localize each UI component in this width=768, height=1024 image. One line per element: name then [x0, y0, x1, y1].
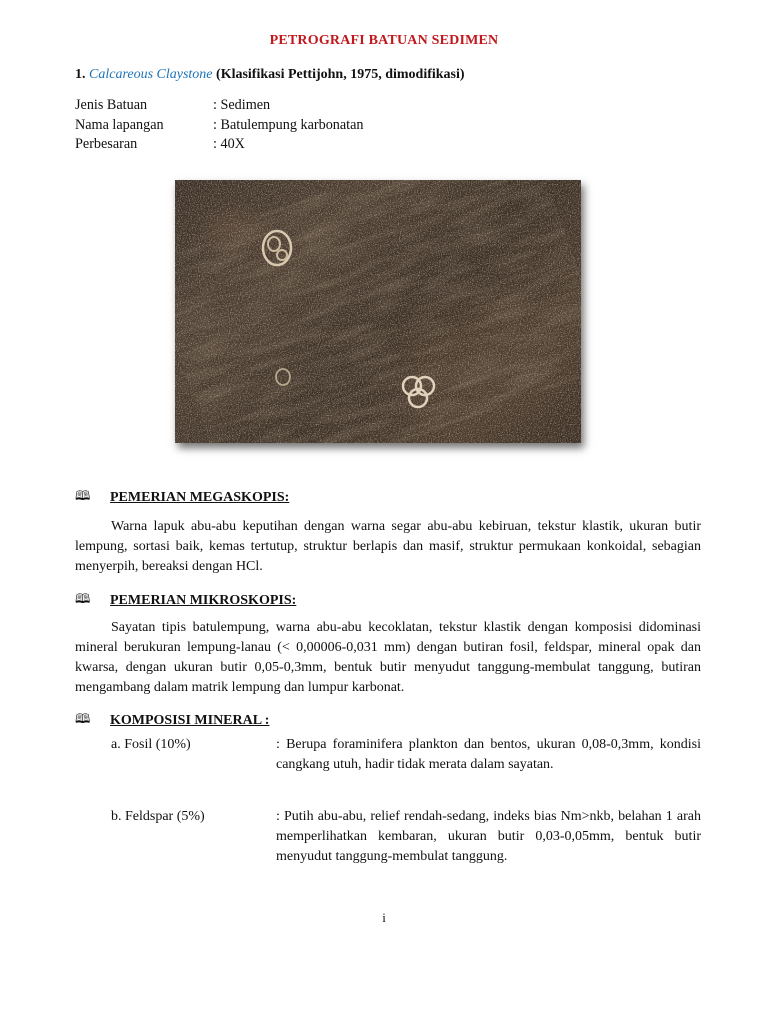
mineral-item [111, 735, 701, 775]
info-label: Jenis Batuan [75, 97, 148, 113]
mineral-item [111, 807, 701, 867]
mikroskopis-paragraph: Sayatan tipis batulempung, warna abu-abu kecoklatan, tekstur klastik dengan komposisi didominasi mineral berukuran lempung-lanau (< 0,00006-0,031 mm) dengan butiran fosil, feldspar, mineral opak dan kwarsa, dengan ukuran butir 0,05-0,3mm, bentuk butir menyudut tanggung-membulat tanggung, butiran mengambang dalam matrik lempung dan lumpur karbonat. [75, 620, 701, 695]
mineral-description: : Putih abu-abu, relief rendah-sedang, indeks bias Nm>nkb, belahan 1 arah memperlihatkan kembaran, ukuran butir 0,03-0,05mm, bentuk butir menyudut tanggung-membulat tanggung. [276, 809, 701, 864]
info-value: : 40X [213, 136, 245, 152]
mineral-label: a. Fosil (10%) [111, 737, 191, 752]
section-heading-megaskopis [75, 487, 289, 509]
info-row [75, 97, 364, 117]
micrograph-image [175, 180, 581, 443]
micrograph-texture [175, 180, 581, 443]
info-value: : Sedimen [213, 97, 271, 113]
mineral-label: b. Feldspar (5%) [111, 809, 205, 824]
section-heading-text: PEMERIAN MIKROSKOPIS: [110, 593, 297, 608]
megaskopis-paragraph: Warna lapuk abu-abu keputihan dengan warna segar abu-abu kebiruan, tekstur klastik, ukuran butir lempung, sortasi baik, kemas tertutup, struktur berlapis dan masif, struktur permukaan konkoidal, sebagian menyerpih, bereaksi dengan HCl. [75, 519, 701, 574]
info-row [75, 136, 364, 156]
section-heading-komposisi [75, 710, 269, 732]
section-heading-text: KOMPOSISI MINERAL : [110, 713, 270, 728]
info-label: Perbesaran [75, 136, 138, 152]
rock-heading [75, 67, 465, 83]
info-label: Nama lapangan [75, 116, 164, 133]
open-book-icon: 🕮 [75, 711, 91, 726]
section-heading-text: PEMERIAN MEGASKOPIS: [110, 490, 290, 505]
rock-name: Calcareous Claystone [89, 67, 213, 82]
open-book-icon: 🕮 [75, 591, 91, 606]
page-number: i [382, 910, 386, 925]
heading-number: 1. [75, 67, 86, 82]
rock-info-table [75, 97, 364, 156]
mineral-description: : Berupa foraminifera plankton dan bentos, ukuran 0,08-0,3mm, kondisi cangkang utuh, hadir tidak merata dalam sayatan. [276, 737, 701, 772]
classification-text: (Klasifikasi Pettijohn, 1975, dimodifikasi) [216, 67, 465, 82]
open-book-icon: 🕮 [75, 488, 91, 503]
info-value: : Batulempung karbonatan [213, 116, 364, 133]
section-heading-mikroskopis [75, 590, 296, 612]
info-row [75, 117, 364, 137]
page-title: PETROGRAFI BATUAN SEDIMEN [269, 33, 499, 48]
